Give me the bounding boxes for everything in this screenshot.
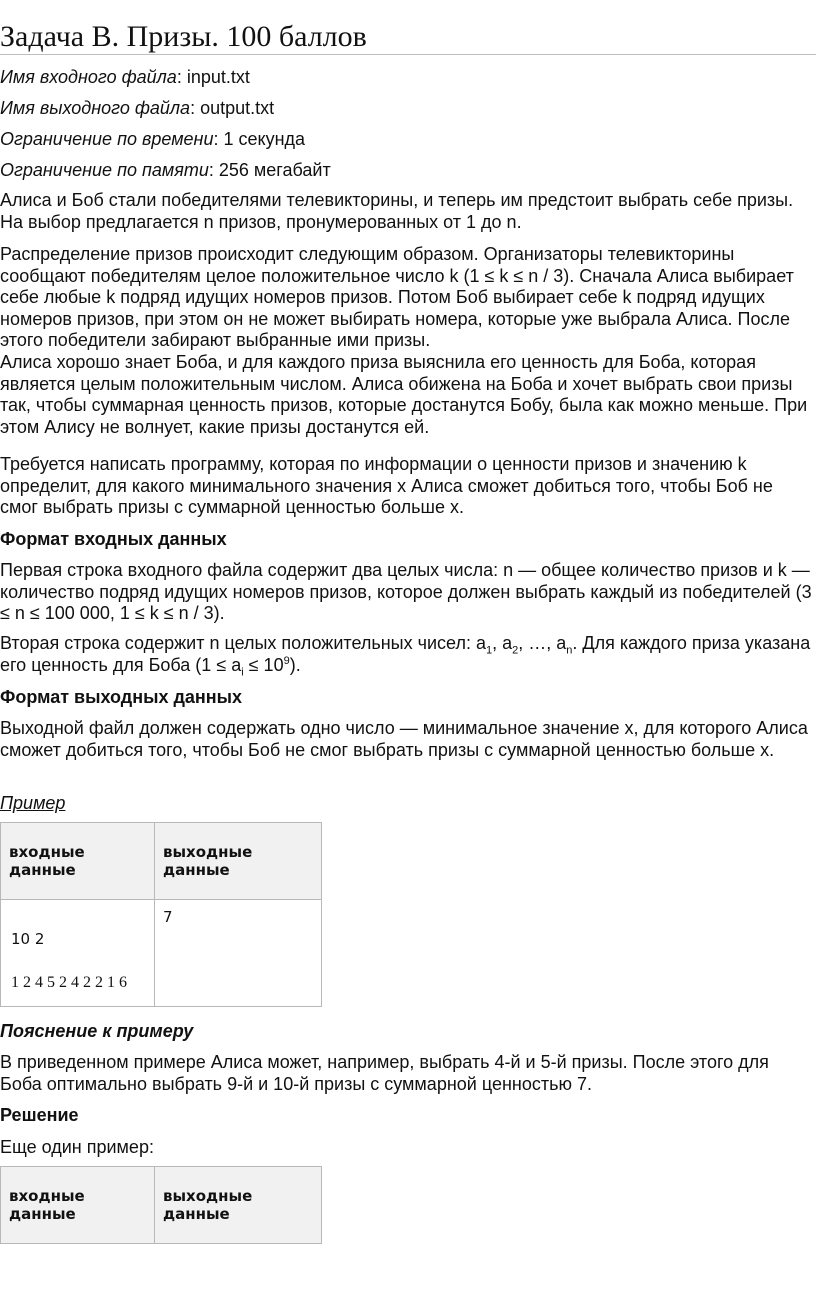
intro-paragraph-2: Распределение призов происходит следующим образом. Организаторы телевикторины сообщают победителям целое положительное число k (1 ≤ k ≤ n / 3). Сначала Алиса выбирает себе любые k подряд идущих номеров призов. Потом Боб выбирает себе k подряд идущих номеров призов, при этом он не может выбирать номера, которые уже выбрала Алиса. После этого победители забирают выбранные ими призы. [0,244,794,350]
input-file-value: : input.txt [176,67,250,87]
example-input-cell [1,900,155,1007]
output-format-paragraph: Выходной файл должен содержать одно число — минимальное значение x, для которого Алиса сможет добиться того, чтобы Боб не смог выбрать призы с суммарной ценностью больше x. [0,718,808,760]
example-col-output: выходные данные [155,823,322,900]
example-table-header-row [1,823,322,900]
example-table-row [1,900,322,1007]
memory-limit-label: Ограничение по памяти [0,160,209,180]
example-input-line-2: 1 2 4 5 2 4 2 2 1 6 [11,974,127,991]
explanation-heading: Пояснение к примеру [0,1021,194,1041]
intro-paragraph-3: Алиса хорошо знает Боба, и для каждого приза выяснила его ценность для Боба, которая является целым положительным числом. Алиса обижена на Боба и хочет выбрать свои призы так, чтобы суммарная ценность призов, которые достанутся Бобу, была как можно меньше. При этом Алису не волнует, какие призы достанутся ей. [0,352,808,437]
intro-paragraph-4: Требуется написать программу, которая по информации о ценности призов и значению k определит, для какого минимального значения x Алиса сможет добиться того, чтобы Боб не смог выбрать призы с суммарной ценностью больше x. [0,454,773,517]
intro-paragraph-1: Алиса и Боб стали победителями телевикторины, и теперь им предстоит выбрать себе призы. На выбор предлагается n призов, пронумерованных от 1 до n. [0,190,794,232]
output-file-line [0,97,274,119]
example-col-input: входные данные [1,823,155,900]
output-format-heading: Формат выходных данных [0,687,243,707]
example-input-line-1: 10 2 [11,930,45,948]
second-example-header-row [1,1167,322,1244]
time-limit-value: : 1 секунда [213,129,306,149]
second-example-col-output: выходные данные [155,1167,322,1244]
input-format-heading: Формат входных данных [0,529,227,549]
second-example-table [0,1166,322,1244]
time-limit-line [0,128,305,150]
time-limit-label: Ограничение по времени [0,129,214,149]
explanation-paragraph: В приведенном примере Алиса может, например, выбрать 4-й и 5-й призы. После этого для Боба оптимально выбрать 9-й и 10-й призы с суммарной ценностью 7. [0,1052,769,1094]
input-file-line [0,66,250,88]
example-output-cell: 7 [155,900,322,1007]
memory-limit-line [0,159,331,181]
example-table [0,822,322,1007]
page-title: Задача B. Призы. 100 баллов [0,20,816,55]
input-format-paragraph-1: Первая строка входного файла содержит два целых числа: n — общее количество призов и k — количество подряд идущих номеров призов, которое должен выбрать каждый из победителей (3 ≤ n ≤ 100 000, 1 ≤ k ≤ n / 3). [0,560,812,623]
solution-heading: Решение [0,1105,79,1125]
memory-limit-value: : 256 мегабайт [208,160,331,180]
input-file-label: Имя входного файла [0,67,177,87]
input-format-paragraph-2: Вторая строка содержит n целых положительных чисел: $a_1$, $a_2$, …, $a_n$. Для каждого приза указана его ценность для Боба $(1 \le a_i \le 10^9)$. [0,633,811,679]
output-file-value: : output.txt [190,98,275,118]
second-example-col-input: входные данные [1,1167,155,1244]
output-file-label: Имя выходного файла [0,98,191,118]
another-example-text: Еще один пример: [0,1137,154,1157]
example-label: Пример [0,793,66,813]
